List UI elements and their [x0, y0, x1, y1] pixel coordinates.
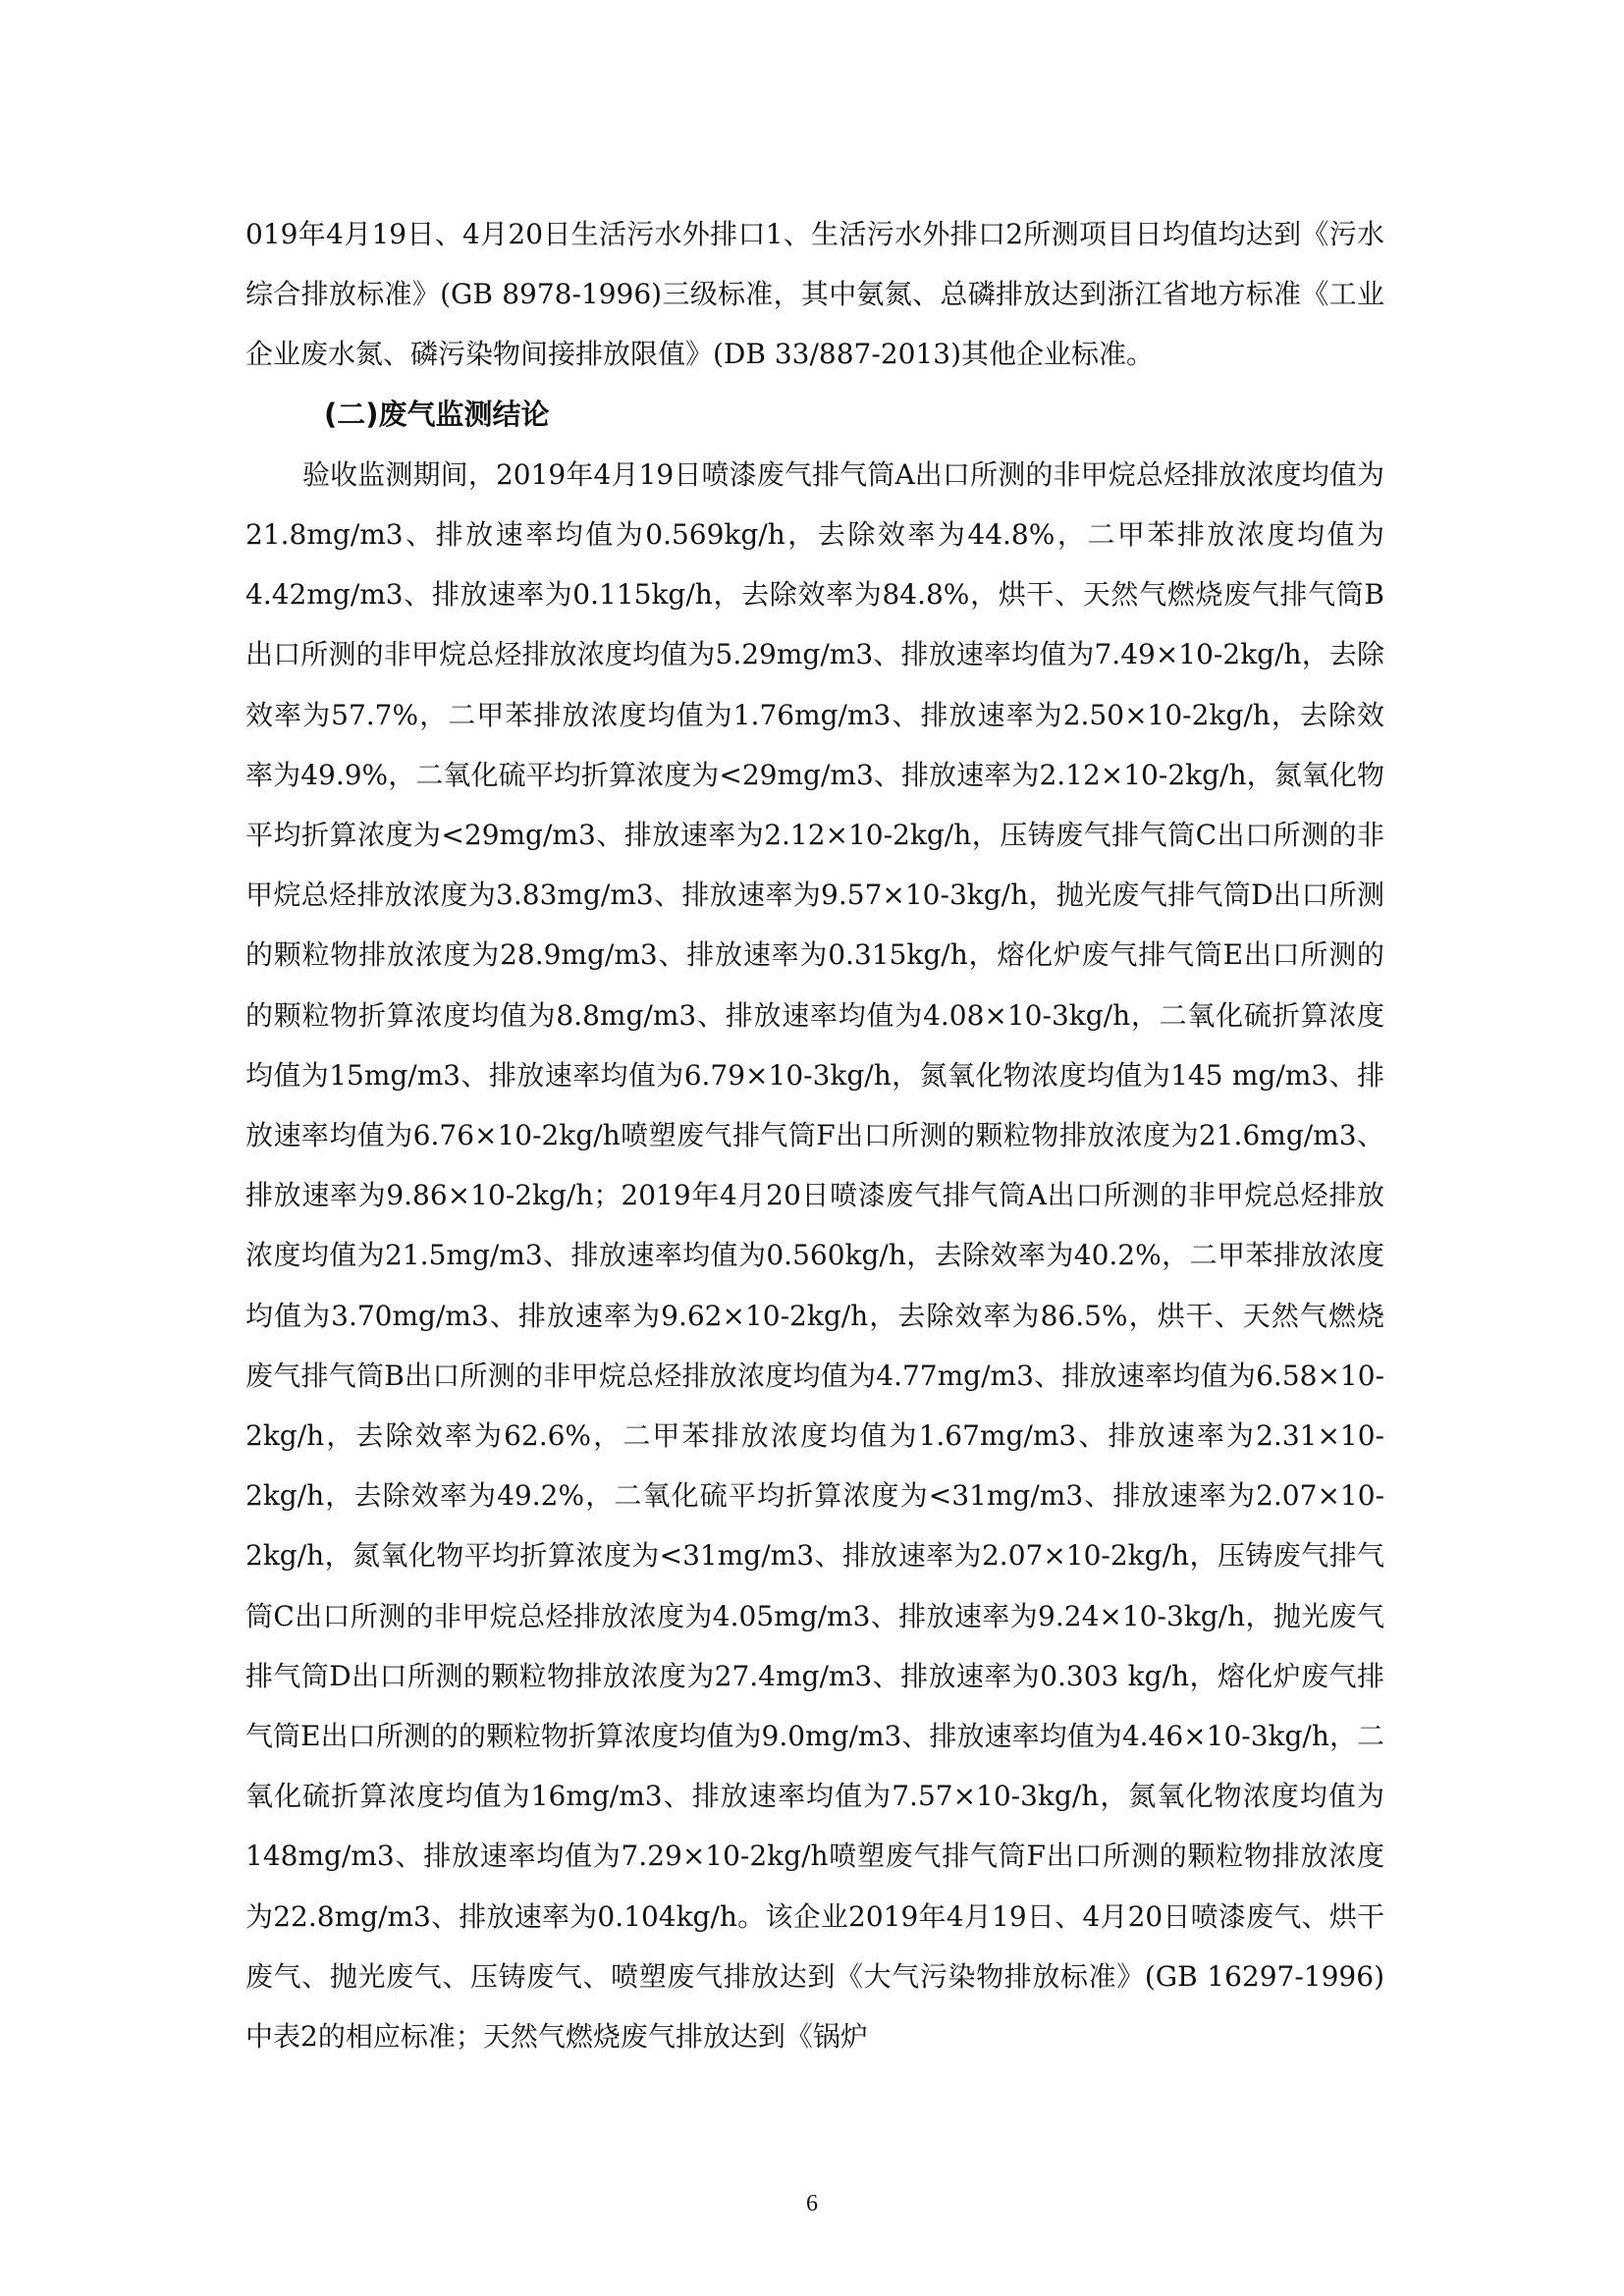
paragraph-exhaust-gas-results: 验收监测期间，2019年4月19日喷漆废气排气筒A出口所测的非甲烷总烃排放浓度均值为21.8mg/m3、排放速率均值为0.569kg/h，去除效率为44.8%，二甲苯排放浓度均值为4.42mg/m3、排放速率为0.115kg/h，去除效率为84.8%，烘干、天然气燃烧废气排气筒B出口所测的非甲烷总烃排放浓度均值为5.29mg/m3、排放速率均值为7.49×10-2kg/h，去除效率为57.7%，二甲苯排放浓度均值为1.76mg/m3、排放速率为2.50×10-2kg/h，去除效率为49.9%，二氧化硫平均折算浓度为<29mg/m3、排放速率为2.12×10-2kg/h，氮氧化物平均折算浓度为<29mg/m3、排放速率为2.12×10-2kg/h，压铸废气排气筒C出口所测的非甲烷总烃排放浓度为3.83mg/m3、排放速率为9.57×10-3kg/h，抛光废气排气筒D出口所测的颗粒物排放浓度为28.9mg/m3、排放速率为0.315kg/h，熔化炉废气排气筒E出口所测的的颗粒物折算浓度均值为8.8mg/m3、排放速率均值为4.08×10-3kg/h，二氧化硫折算浓度均值为15mg/m3、排放速率均值为6.79×10-3kg/h，氮氧化物浓度均值为145 mg/m3、排放速率均值为6.76×10-2kg/h喷塑废气排气筒F出口所测的颗粒物排放浓度为21.6mg/m3、排放速率为9.86×10-2kg/h；2019年4月20日喷漆废气排气筒A出口所测的非甲烷总烃排放浓度均值为21.5mg/m3、排放速率均值为0.560kg/h，去除效率为40.2%，二甲苯排放浓度均值为3.70mg/m3、排放速率为9.62×10-2kg/h，去除效率为86.5%，烘干、天然气燃烧废气排气筒B出口所测的非甲烷总烃排放浓度均值为4.77mg/m3、排放速率均值为6.58×10-2kg/h，去除效率为62.6%，二甲苯排放浓度均值为1.67mg/m3、排放速率为2.31×10-2kg/h，去除效率为49.2%，二氧化硫平均折算浓度为<31mg/m3、排放速率为2.07×10-2kg/h，氮氧化物平均折算浓度为<31mg/m3、排放速率为2.07×10-2kg/h，压铸废气排气筒C出口所测的非甲烷总烃排放浓度为4.05mg/m3、排放速率为9.24×10-3kg/h，抛光废气排气筒D出口所测的颗粒物排放浓度为27.4mg/m3、排放速率为0.303 kg/h，熔化炉废气排气筒E出口所测的的颗粒物折算浓度均值为9.0mg/m3、排放速率均值为4.46×10-3kg/h，二氧化硫折算浓度均值为16mg/m3、排放速率均值为7.57×10-3kg/h，氮氧化物浓度均值为148mg/m3、排放速率均值为7.29×10-2kg/h喷塑废气排气筒F出口所测的颗粒物排放浓度为22.8mg/m3、排放速率为0.104kg/h。该企业2019年4月19日、4月20日喷漆废气、烘干废气、抛光废气、压铸废气、喷塑废气排放达到《大气污染物排放标准》(GB 16297-1996)中表2的相应标准；天然气燃烧废气排放达到《锅炉 — [245, 457, 1384, 2054]
page-number: 6 — [806, 2191, 818, 2216]
paragraph-wastewater-conclusion: 019年4月19日、4月20日生活污水外排口1、生活污水外排口2所测项目日均值均达到《污水综合排放标准》(GB 8978-1996)三级标准，其中氨氮、总磷排放达到浙江省地方标准《工业企业废水氮、磷污染物间接排放限值》(DB 33/887-2013)其他企业标准。 — [245, 218, 1384, 371]
document-body — [245, 204, 1384, 2066]
section-heading-exhaust-gas: (二)废气监测结论 — [324, 397, 550, 431]
